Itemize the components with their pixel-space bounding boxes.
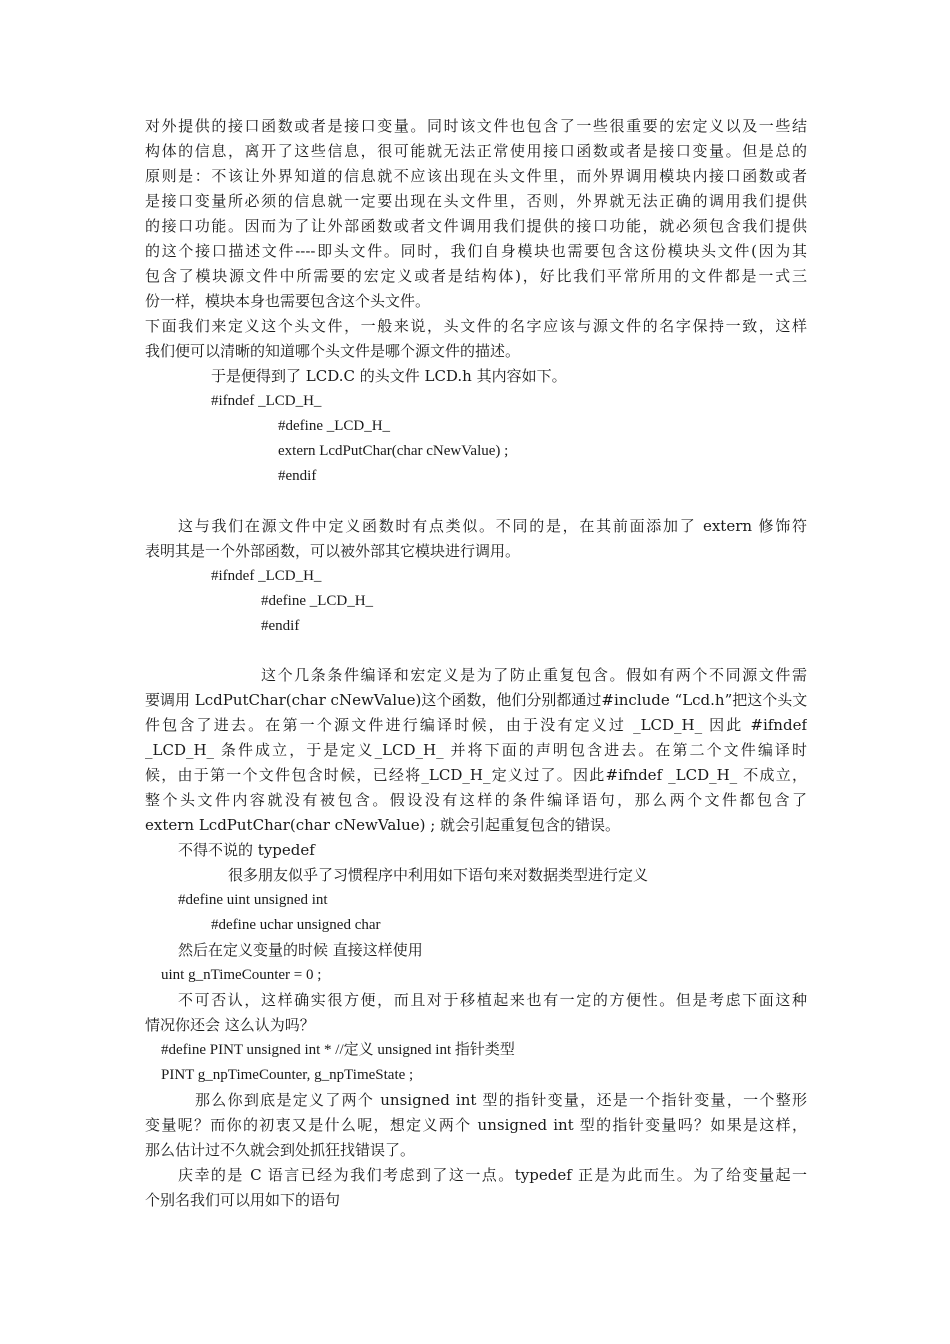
text-line: 下面我们来定义这个头文件，一般来说，头文件的名字应该与源文件的名字保持一致，这样 (145, 317, 807, 335)
text-line: 对外提供的接口函数或者是接口变量。同时该文件也包含了一些很重要的宏定义以及一些结 (145, 117, 807, 135)
text-line: 然后在定义变量的时候 直接这样使用 (178, 941, 423, 959)
section-heading: 不得不说的 typedef (178, 841, 315, 859)
text-line: 件包含了进去。在第一个源文件进行编译时候，由于没有定义过 _LCD_H_ 因此 #ifndef (145, 716, 807, 734)
code-line: #define uchar unsigned char (211, 917, 381, 933)
code-line: #endif (278, 468, 317, 484)
text-line: 变量呢？而你的初衷又是什么呢，想定义两个 unsigned int 型的指针变量吗？如果是这样， (145, 1116, 807, 1134)
text-line: 庆幸的是 C 语言已经为我们考虑到了这一点。typedef 正是为此而生。为了给变量起一 (178, 1166, 807, 1184)
text-line: 候，由于第一个文件包含时候，已经将_LCD_H_定义过了。因此#ifndef _LCD_H_ 不成立， (145, 766, 807, 784)
code-line: uint g_nTimeCounter = 0 ; (161, 967, 322, 983)
code-line: #define uint unsigned int (178, 892, 328, 908)
text-line: 这个几条条件编译和宏定义是为了防止重复包含。假如有两个不同源文件需 (261, 666, 807, 684)
code-line: #endif (261, 618, 300, 634)
text-line: 于是便得到了 LCD.C 的头文件 LCD.h 其内容如下。 (211, 367, 567, 385)
code-line: extern LcdPutChar(char cNewValue) ; (278, 443, 509, 459)
text-line: extern LcdPutChar(char cNewValue) ; 就会引起重复包含的错误。 (145, 816, 621, 834)
text-line: 那么估计过不久就会到处抓狂找错误了。 (145, 1141, 416, 1159)
text-line: _LCD_H_ 条件成立，于是定义_LCD_H_ 并将下面的声明包含进去。在第二个文件编译时 (145, 741, 807, 759)
code-line: #ifndef _LCD_H_ (211, 568, 322, 584)
text-line: 原则是：不该让外界知道的信息就不应该出现在头文件里，而外界调用模块内接口函数或者 (145, 167, 807, 185)
code-line: #ifndef _LCD_H_ (211, 393, 322, 409)
code-line: #define PINT unsigned int * //定义 unsigned int 指针类型 (161, 1042, 515, 1058)
text-line: 构体的信息，离开了这些信息，很可能就无法正常使用接口函数或者是接口变量。但是总的 (145, 142, 807, 160)
text-line: 很多朋友似乎了习惯程序中利用如下语句来对数据类型进行定义 (228, 866, 649, 884)
text-line: 情况你还会 这么认为吗？ (145, 1016, 315, 1034)
text-line: 表明其是一个外部函数，可以被外部其它模块进行调用。 (145, 542, 521, 560)
text-line: 份一样，模块本身也需要包含这个头文件。 (145, 292, 431, 310)
text-line: 不可否认，这样确实很方便，而且对于移植起来也有一定的方便性。但是考虑下面这种 (178, 991, 807, 1009)
text-line: 那么你到底是定义了两个 unsigned int 型的指针变量，还是一个指针变量，一个整形 (195, 1091, 807, 1109)
text-line: 要调用 LcdPutChar(char cNewValue)这个函数，他们分别都通过#include “Lcd.h”把这个头文 (145, 691, 807, 709)
text-line: 是接口变量所必须的信息就一定要出现在头文件里，否则，外界就无法正确的调用我们提供 (145, 192, 807, 210)
text-line: 整个头文件内容就没有被包含。假设没有这样的条件编译语句，那么两个文件都包含了 (145, 791, 807, 809)
code-line: #define _LCD_H_ (278, 418, 391, 434)
text-line: 我们便可以清晰的知道哪个头文件是哪个源文件的描述。 (145, 342, 521, 360)
text-line: 包含了模块源文件中所需要的宏定义或者是结构体)，好比我们平常所用的文件都是一式三 (145, 267, 807, 285)
code-line: #define _LCD_H_ (261, 593, 374, 609)
text-line: 这与我们在源文件中定义函数时有点类似。不同的是，在其前面添加了 extern 修饰符 (178, 517, 807, 535)
text-line: 的这个接口描述文件----即头文件。同时，我们自身模块也需要包含这份模块头文件(因为其 (145, 242, 807, 260)
text-line: 的接口功能。因而为了让外部函数或者文件调用我们提供的接口功能，就必须包含我们提供 (145, 217, 807, 235)
text-line: 个别名我们可以用如下的语句 (145, 1191, 341, 1209)
code-line: PINT g_npTimeCounter, g_npTimeState ; (161, 1067, 414, 1083)
